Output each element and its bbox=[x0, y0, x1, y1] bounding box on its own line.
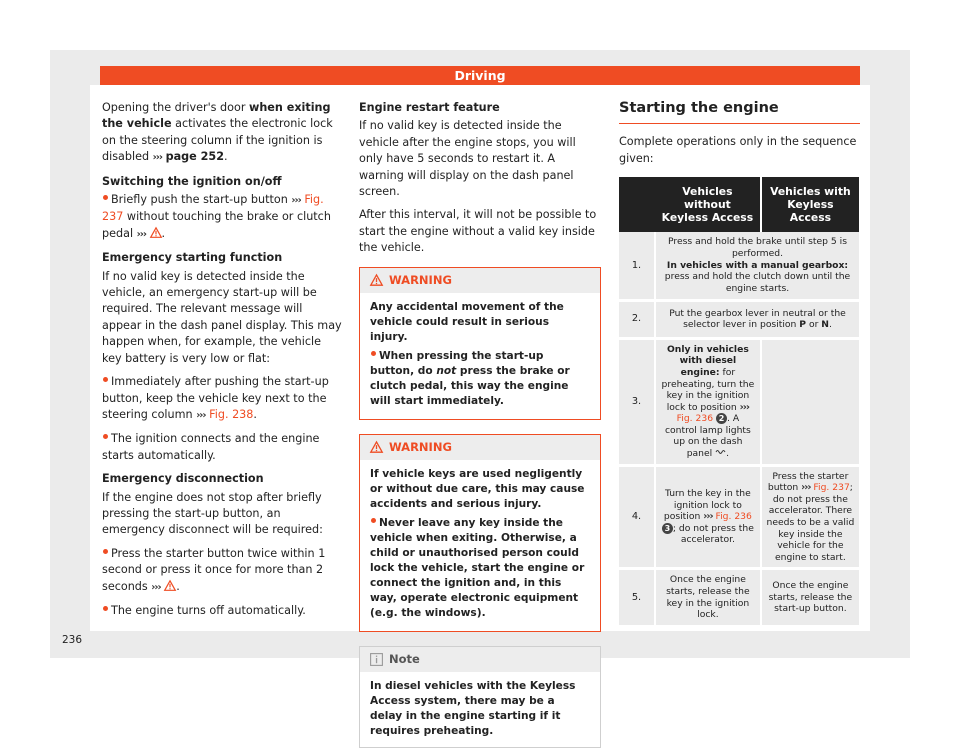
text: activates the electronic lock on the steering column if the ignition is disabled bbox=[102, 117, 333, 164]
step-number: 1. bbox=[619, 232, 655, 300]
step-number: 3. bbox=[619, 338, 655, 465]
bullet-icon bbox=[102, 605, 111, 614]
text: Turn the key in the ignition lock to position bbox=[663, 488, 751, 523]
start-sequence-table bbox=[619, 177, 859, 628]
text: Press the starter button twice within 1 second or press it once for more than 2 seconds bbox=[102, 546, 326, 593]
step-number: 5. bbox=[619, 569, 655, 626]
text: Immediately after pushing the start-up button, keep the vehicle key next to the steering column bbox=[102, 375, 329, 421]
text: . bbox=[828, 319, 832, 331]
warning-box bbox=[359, 267, 601, 420]
table-row bbox=[619, 300, 859, 338]
warning-triangle-icon bbox=[370, 274, 383, 286]
paragraph-restart-1: If no valid key is detected inside the vehicle after the engine stops, you will only have 5 seconds to restart it. A warning will display on the dash panel screen. bbox=[359, 119, 576, 199]
text: The ignition connects and the engine starts automatically. bbox=[102, 432, 320, 462]
section-title: Starting the engine bbox=[619, 100, 860, 124]
text: press and hold the clutch down until the engine starts. bbox=[664, 271, 851, 294]
text: ; do not press the accelerator. There needs to be a valid key inside the vehicle for the engine to start. bbox=[766, 482, 855, 563]
text: for preheating, turn the key in the ignition lock to position bbox=[661, 366, 755, 413]
text: . A control lamp lights up on the dash panel bbox=[664, 413, 751, 460]
text: ; do not press the accelerator. bbox=[672, 522, 754, 546]
figure-link[interactable]: Fig. 237 bbox=[813, 482, 850, 494]
text-bold: Only in vehicles with diesel engine: bbox=[667, 343, 749, 378]
text: press the brake or clutch pedal, this way the engine will start immediately. bbox=[370, 364, 570, 407]
cross-ref-arrow-icon: ››› bbox=[739, 401, 750, 413]
step-cell-empty bbox=[761, 338, 859, 465]
table-row bbox=[619, 338, 859, 465]
text: . bbox=[253, 407, 257, 421]
warning-body bbox=[360, 293, 600, 419]
bullet-icon bbox=[102, 433, 111, 442]
figure-link[interactable]: Fig. 236 bbox=[715, 511, 752, 523]
text: . bbox=[224, 150, 228, 164]
bullet-icon bbox=[102, 194, 111, 203]
list-item bbox=[102, 192, 344, 243]
page-link[interactable]: page 252 bbox=[165, 150, 224, 164]
column-left bbox=[102, 100, 344, 626]
paragraph-disconnection: If the engine does not stop after briefly pressing the start-up button, an emergency disconnect will be required: bbox=[102, 490, 323, 537]
subheading-emergency-start: Emergency starting function bbox=[102, 251, 283, 265]
figure-link[interactable]: Fig. 237 bbox=[102, 193, 324, 224]
warning-triangle-icon[interactable] bbox=[164, 580, 176, 591]
intro-text: Complete operations only in the sequence given: bbox=[619, 135, 857, 165]
text: . bbox=[176, 579, 180, 593]
bullet-icon bbox=[102, 376, 111, 385]
warning-body bbox=[360, 460, 600, 631]
list-item bbox=[102, 546, 344, 596]
subheading-disconnection: Emergency disconnection bbox=[102, 472, 264, 486]
text: . bbox=[726, 448, 730, 460]
warning-triangle-icon[interactable] bbox=[150, 227, 162, 238]
text: Opening the driver's door bbox=[102, 101, 249, 114]
text: Put the gearbox lever in neutral or the selector lever in position bbox=[669, 307, 846, 331]
text: Never leave any key inside the vehicle when exiting. Otherwise, a child or unauthorised person could lock the vehicle, start the engine or connect the ignition and, in this way, operate electronic equipment (e.g. the windows). bbox=[370, 516, 585, 619]
callout-number-icon: 3 bbox=[662, 523, 673, 534]
step-cell bbox=[655, 300, 859, 338]
info-icon bbox=[370, 653, 383, 666]
list-item bbox=[102, 431, 344, 464]
table-row bbox=[619, 465, 859, 569]
bullet-icon bbox=[370, 517, 379, 526]
text-bold: In vehicles with a manual gearbox: bbox=[666, 259, 849, 271]
cross-ref-arrow-icon: ››› bbox=[196, 409, 206, 421]
note-body: In diesel vehicles with the Keyless Access system, there may be a delay in the engine starting if it requires preheating. bbox=[370, 679, 576, 737]
warning-title: WARNING bbox=[389, 439, 452, 454]
page-number: 236 bbox=[62, 634, 83, 646]
cross-ref-arrow-icon: ››› bbox=[152, 152, 163, 164]
column-middle bbox=[359, 100, 601, 748]
cross-ref-arrow-icon: ››› bbox=[136, 228, 146, 240]
cross-ref-arrow-icon: ››› bbox=[801, 482, 811, 494]
step-cell: Once the engine starts, release the start-up button. bbox=[761, 569, 859, 626]
figure-link[interactable]: Fig. 236 bbox=[676, 413, 714, 425]
step-number: 2. bbox=[619, 300, 655, 338]
bullet-icon bbox=[102, 548, 111, 557]
warning-triangle-icon bbox=[370, 441, 383, 453]
text: Press and hold the brake until step 5 is performed. bbox=[667, 236, 848, 260]
section-header: Driving bbox=[100, 66, 860, 85]
warning-header bbox=[360, 268, 600, 293]
text: Press the starter button bbox=[767, 470, 849, 494]
subheading-restart: Engine restart feature bbox=[359, 101, 500, 114]
table-row bbox=[619, 232, 859, 300]
callout-number-icon: 2 bbox=[716, 413, 727, 424]
warning-box bbox=[359, 434, 601, 632]
text: . bbox=[161, 226, 166, 240]
step-cell bbox=[655, 338, 761, 465]
list-item bbox=[102, 603, 344, 619]
table-row bbox=[619, 569, 859, 626]
step-cell bbox=[655, 465, 761, 569]
text: When pressing the start-up button, do bbox=[370, 349, 544, 377]
step-cell bbox=[761, 465, 859, 569]
note-title: Note bbox=[389, 651, 420, 666]
warning-text: If vehicle keys are used negligently or without due care, this may cause accidents and serious injury. bbox=[370, 467, 585, 510]
text-italic: not bbox=[436, 364, 457, 377]
text: Briefly push the start-up button bbox=[111, 193, 292, 207]
cross-ref-arrow-icon: ››› bbox=[151, 581, 161, 593]
text: or bbox=[806, 319, 822, 331]
warning-list-item bbox=[370, 349, 590, 409]
note-header bbox=[360, 647, 600, 672]
warning-text: Any accidental movement of the vehicle could result in serious injury. bbox=[370, 300, 564, 343]
text-bold: N bbox=[821, 319, 829, 331]
text-bold: P bbox=[799, 319, 807, 331]
list-item bbox=[102, 374, 344, 424]
text: without touching the brake or clutch pedal bbox=[102, 210, 331, 240]
paragraph-steering-lock bbox=[102, 100, 344, 167]
table-header-without-keyless: Vehicles without Keyless Access bbox=[655, 177, 761, 232]
text: The engine turns off automatically. bbox=[111, 603, 306, 617]
table-header-with-keyless: Vehicles with Keyless Access bbox=[761, 177, 859, 232]
glow-plug-icon bbox=[715, 448, 726, 456]
table-header-step bbox=[619, 177, 655, 232]
paragraph-restart-2: After this interval, it will not be possible to start the engine without a valid key inside the vehicle. bbox=[359, 208, 597, 255]
subheading-switching: Switching the ignition on/off bbox=[102, 174, 282, 188]
paragraph-emergency: If no valid key is detected inside the vehicle, an emergency start-up will be required. The relevant message will appear in the dash panel display. This may happen when, for example, the vehicle key battery is very low or flat: bbox=[102, 269, 342, 365]
bullet-icon bbox=[370, 350, 379, 359]
warning-header bbox=[360, 435, 600, 460]
cross-ref-arrow-icon: ››› bbox=[703, 511, 713, 523]
note-box bbox=[359, 646, 601, 748]
step-cell bbox=[655, 232, 859, 300]
step-number: 4. bbox=[619, 465, 655, 569]
warning-list-item bbox=[370, 516, 590, 621]
figure-link[interactable]: Fig. 238 bbox=[209, 407, 254, 421]
text-bold: when exiting the vehicle bbox=[102, 101, 331, 131]
step-cell: Once the engine starts, release the key in the ignition lock. bbox=[655, 569, 761, 626]
column-right bbox=[619, 100, 860, 628]
warning-title: WARNING bbox=[389, 272, 452, 287]
cross-ref-arrow-icon: ››› bbox=[291, 195, 301, 207]
table-header-row bbox=[619, 177, 859, 232]
